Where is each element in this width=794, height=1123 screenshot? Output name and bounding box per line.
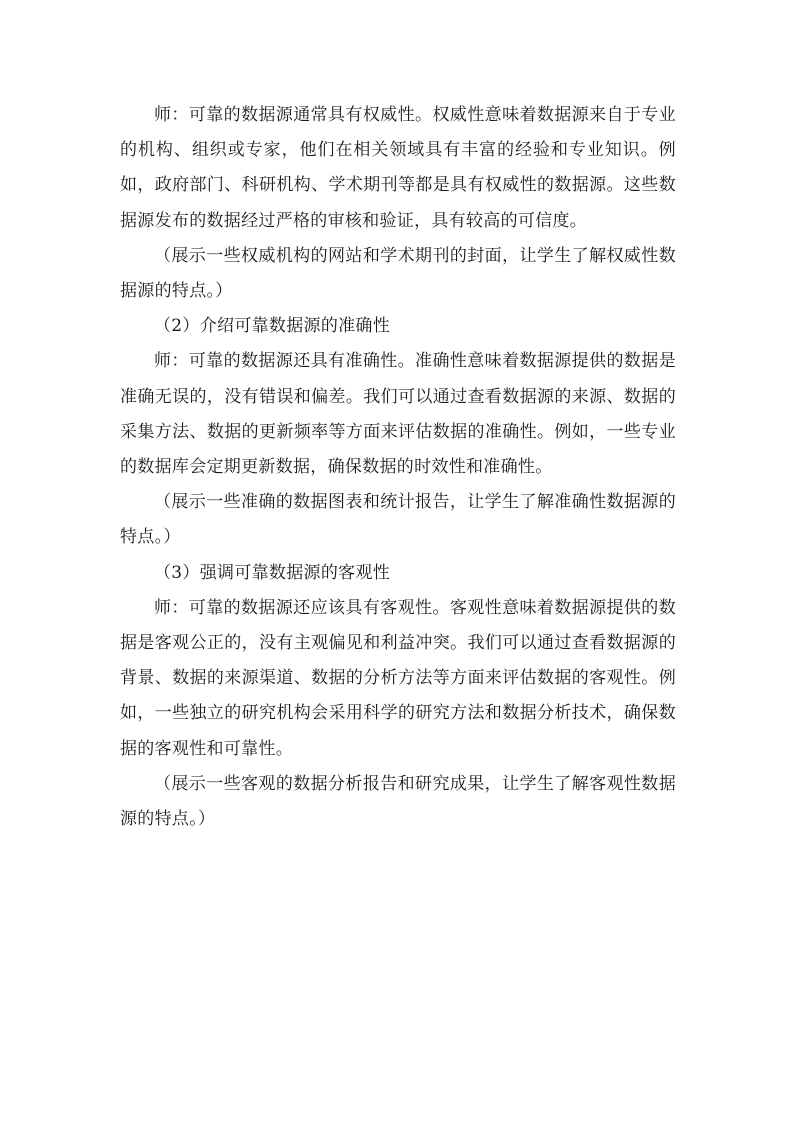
document-body	[120, 98, 676, 837]
paragraph-authority-demo: （展示一些权威机构的网站和学术期刊的封面，让学生了解权威性数据源的特点。）	[120, 245, 676, 302]
paragraph-accuracy-demo: （展示一些准确的数据图表和统计报告，让学生了解准确性数据源的特点。）	[120, 492, 676, 548]
heading-accuracy: （2）介绍可靠数据源的准确性	[154, 316, 391, 337]
paragraph-authority: 师：可靠的数据源通常具有权威性。权威性意味着数据源来自于专业的机构、组织或专家，他们在相关领域具有丰富的经验和专业知识。例如，政府部门、科研机构、学术期刊等都是具有权威性的数据源。这些数据源发布的数据经过严格的审核和验证，具有较高的可信度。	[120, 105, 676, 231]
heading-objectivity: （3）强调可靠数据源的客观性	[154, 562, 391, 583]
paragraph-accuracy: 师：可靠的数据源还具有准确性。准确性意味着数据源提供的数据是准确无误的，没有错误和偏差。我们可以通过查看数据源的来源、数据的采集方法、数据的更新频率等方面来评估数据的准确性。例如，一些专业的数据库会定期更新数据，确保数据的时效性和准确性。	[120, 351, 676, 478]
paragraph-objectivity-demo: （展示一些客观的数据分析报告和研究成果，让学生了解客观性数据源的特点。）	[120, 773, 676, 830]
paragraph-objectivity: 师：可靠的数据源还应该具有客观性。客观性意味着数据源提供的数据是客观公正的，没有主观偏见和利益冲突。我们可以通过查看数据源的背景、数据的来源渠道、数据的分析方法等方面来评估数据的客观性。例如，一些独立的研究机构会采用科学的研究方法和数据分析技术，确保数据的客观性和可靠性。	[120, 597, 676, 759]
